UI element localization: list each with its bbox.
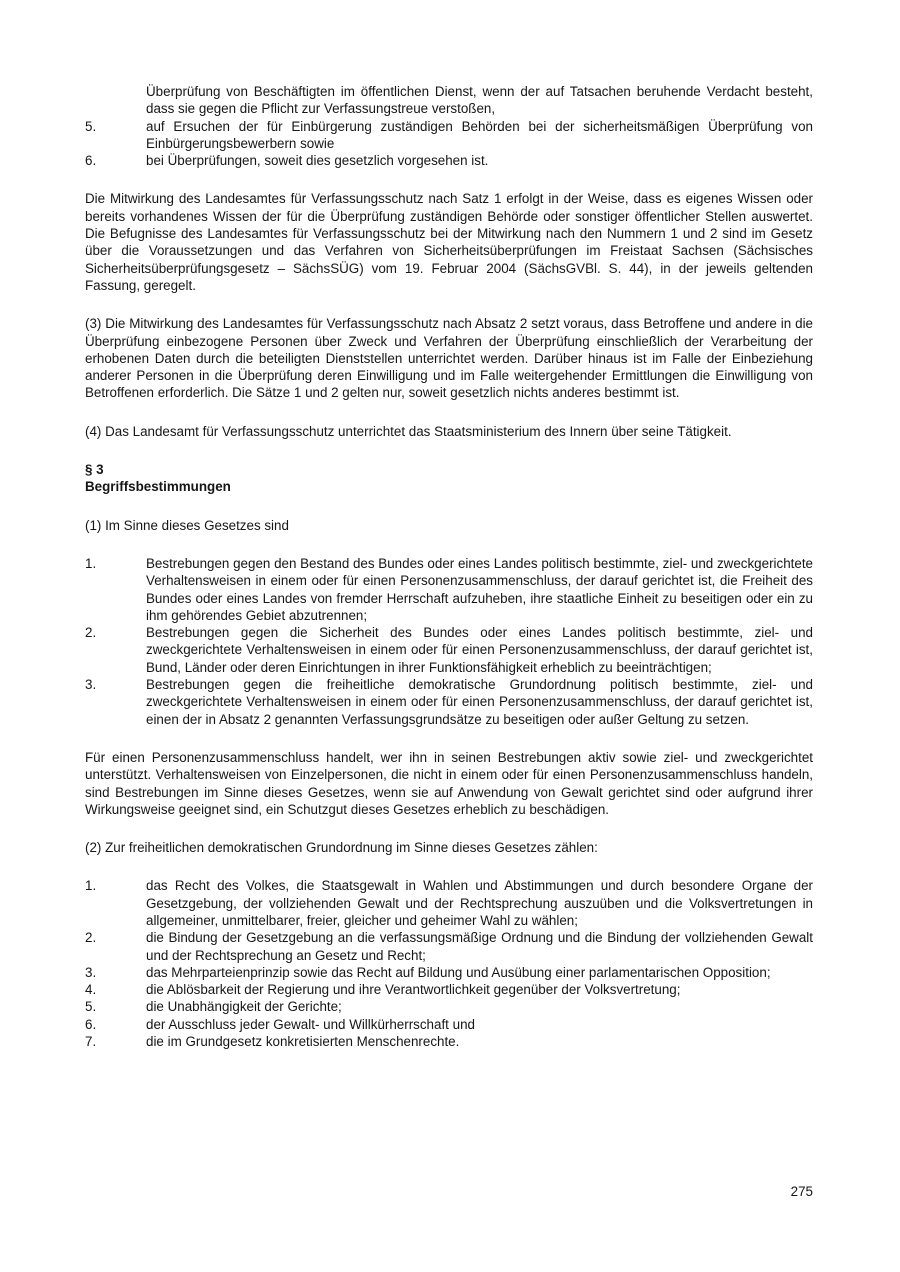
item-number: 7. [85, 1034, 97, 1050]
item-text: die im Grundgesetz konkretisierten Menschenrechte. [146, 1034, 460, 1050]
section-title: Begriffsbestimmungen [85, 479, 231, 495]
item-text: das Mehrparteienprinzip sowie das Recht auf Bildung und Ausübung einer parlamentarischen Opposition; [146, 964, 771, 980]
item-number: 3. [85, 677, 97, 693]
list-item [85, 929, 813, 964]
item-number: 6. [85, 1016, 97, 1032]
item-text: Bestrebungen gegen die Sicherheit des Bundes oder eines Landes politisch bestimmte, ziel- und zweckgerichtete Verhaltensweisen in einem oder für einen Personenzusammenschluss, der darauf gerichtet ist, Bund, Länder oder deren Einrichtungen in ihrer Funktionsfähigkeit erheblich zu beeinträchtigen; [146, 625, 813, 675]
item-number: 3. [85, 964, 97, 980]
item-number: 4. [85, 982, 97, 998]
paragraph-absatz-3: (3) Die Mitwirkung des Landesamtes für Verfassungsschutz nach Absatz 2 setzt voraus, dass Betroffene und andere in die Überprüfung einbezogene Personen über Zweck und Verfahren der Überprüfung einschließlich der Verarbeitung der erhobenen Daten durch die beteiligten Dienststellen unterrichtet werden. Darüber hinaus ist im Falle der Einbeziehung anderer Personen in die Überprüfung deren Einwilligung und im Falle weitergehender Ermittlungen die Einwilligung von Betroffenen erforderlich. Die Sätze 1 und 2 gelten nur, soweit gesetzlich nichts anderes bestimmt ist. [85, 316, 813, 401]
item-number: 1. [85, 555, 97, 571]
paragraph-mitwirkung: Die Mitwirkung des Landesamtes für Verfassungsschutz nach Satz 1 erfolgt in der Weise, dass es eigenes Wissen oder bereits vorhandenes Wissen der für die Überprüfung zuständigen Behörde oder sonstiger öffentlicher Stellen auswertet. Die Befugnisse des Landesamtes für Verfassungsschutz bei der Mitwirkung nach den Nummern 1 und 2 sind im Gesetz über die Voraussetzungen und das Verfahren von Sicherheitsüberprüfungen im Freistaat Sachsen (Sächsisches Sicherheitsüberprüfungsgesetz – SächsSÜG) vom 19. Februar 2004 (SächsGVBl. S. 44), in der jeweils geltenden Fassung, geregelt. [85, 191, 813, 293]
text-column [85, 83, 813, 1071]
list-item [85, 676, 813, 728]
item-number: 1. [85, 878, 97, 894]
item-number: 6. [85, 153, 97, 169]
item-text: Überprüfung von Beschäftigten im öffentlichen Dienst, wenn der auf Tatsachen beruhende Verdacht besteht, dass sie gegen die Pflicht zur Verfassungstreue verstoßen, [146, 84, 813, 117]
section-heading [85, 461, 813, 496]
list-item [85, 981, 813, 998]
numbered-list-grundordnung [85, 877, 813, 1050]
list-item [85, 1016, 813, 1033]
list-item [85, 118, 813, 153]
item-text: Bestrebungen gegen die freiheitliche demokratische Grundordnung politisch bestimmte, ziel- und zweckgerichtete Verhaltensweisen in einem oder für einen Personenzusammenschluss, der darauf gerichtet ist, einen der in Absatz 2 genannten Verfassungsgrundsätze zu beseitigen oder außer Geltung zu setzen. [146, 677, 813, 727]
item-text: bei Überprüfungen, soweit dies gesetzlich vorgesehen ist. [146, 153, 489, 169]
list-item [85, 964, 813, 981]
item-number: 2. [85, 625, 97, 641]
list-item [85, 877, 813, 929]
item-text: das Recht des Volkes, die Staatsgewalt in Wahlen und Abstimmungen und durch besondere Organe der Gesetzgebung, der vollziehenden Gewalt und der Rechtsprechung auszuüben und die Volksvertretungen in allgemeiner, unmittelbarer, freier, gleicher und geheimer Wahl zu wählen; [146, 878, 813, 928]
list-item [85, 555, 813, 624]
item-text: der Ausschluss jeder Gewalt- und Willkürherrschaft und [146, 1016, 475, 1032]
item-number: 5. [85, 118, 97, 134]
list-item-carryover [85, 83, 813, 118]
list-item [85, 152, 813, 169]
item-text: die Bindung der Gesetzgebung an die verfassungsmäßige Ordnung und die Bindung der vollziehenden Gewalt und der Rechtsprechung an Gesetz und Recht; [146, 930, 813, 963]
item-text: Bestrebungen gegen den Bestand des Bundes oder eines Landes politisch bestimmte, ziel- und zweckgerichtete Verhaltensweisen in einem oder für einen Personenzusammenschluss, der darauf gerichtet ist, die Freiheit des Bundes oder eines Landes von fremder Herrschaft aufzuheben, ihre staatliche Einheit zu beseitigen oder ein zu ihm gehörendes Gebiet abzutrennen; [146, 555, 813, 623]
list-item [85, 1033, 813, 1050]
paragraph-absatz-1-intro: (1) Im Sinne dieses Gesetzes sind [85, 517, 289, 533]
item-number: 2. [85, 930, 97, 946]
section-number: § 3 [85, 462, 104, 478]
item-text: die Unabhängigkeit der Gerichte; [146, 999, 342, 1015]
item-number: 5. [85, 999, 97, 1015]
numbered-list-top [85, 83, 813, 169]
list-item [85, 624, 813, 676]
paragraph-personenzusammenschluss: Für einen Personenzusammenschluss handelt, wer ihn in seinen Bestrebungen aktiv sowie ziel- und zweckgerichtet unterstützt. Verhaltensweisen von Einzelpersonen, die nicht in einem oder für einen Personenzusammenschluss handeln, sind Bestrebungen im Sinne dieses Gesetzes, wenn sie auf Anwendung von Gewalt gerichtet sind oder aufgrund ihrer Wirkungsweise geeignet sind, ein Schutzgut dieses Gesetzes erheblich zu beschädigen. [85, 749, 813, 817]
item-text: die Ablösbarkeit der Regierung und ihre Verantwortlichkeit gegenüber der Volksvertretung; [146, 982, 681, 998]
paragraph-absatz-4: (4) Das Landesamt für Verfassungsschutz unterrichtet das Staatsministerium des Innern über seine Tätigkeit. [85, 423, 732, 439]
paragraph-absatz-2-intro: (2) Zur freiheitlichen demokratischen Grundordnung im Sinne dieses Gesetzes zählen: [85, 840, 598, 856]
numbered-list-bestrebungen [85, 555, 813, 728]
item-text: auf Ersuchen der für Einbürgerung zuständigen Behörden bei der sicherheitsmäßigen Überprüfung von Einbürgerungsbewerbern sowie [146, 118, 813, 151]
list-item [85, 998, 813, 1015]
page-number: 275 [790, 1184, 813, 1199]
